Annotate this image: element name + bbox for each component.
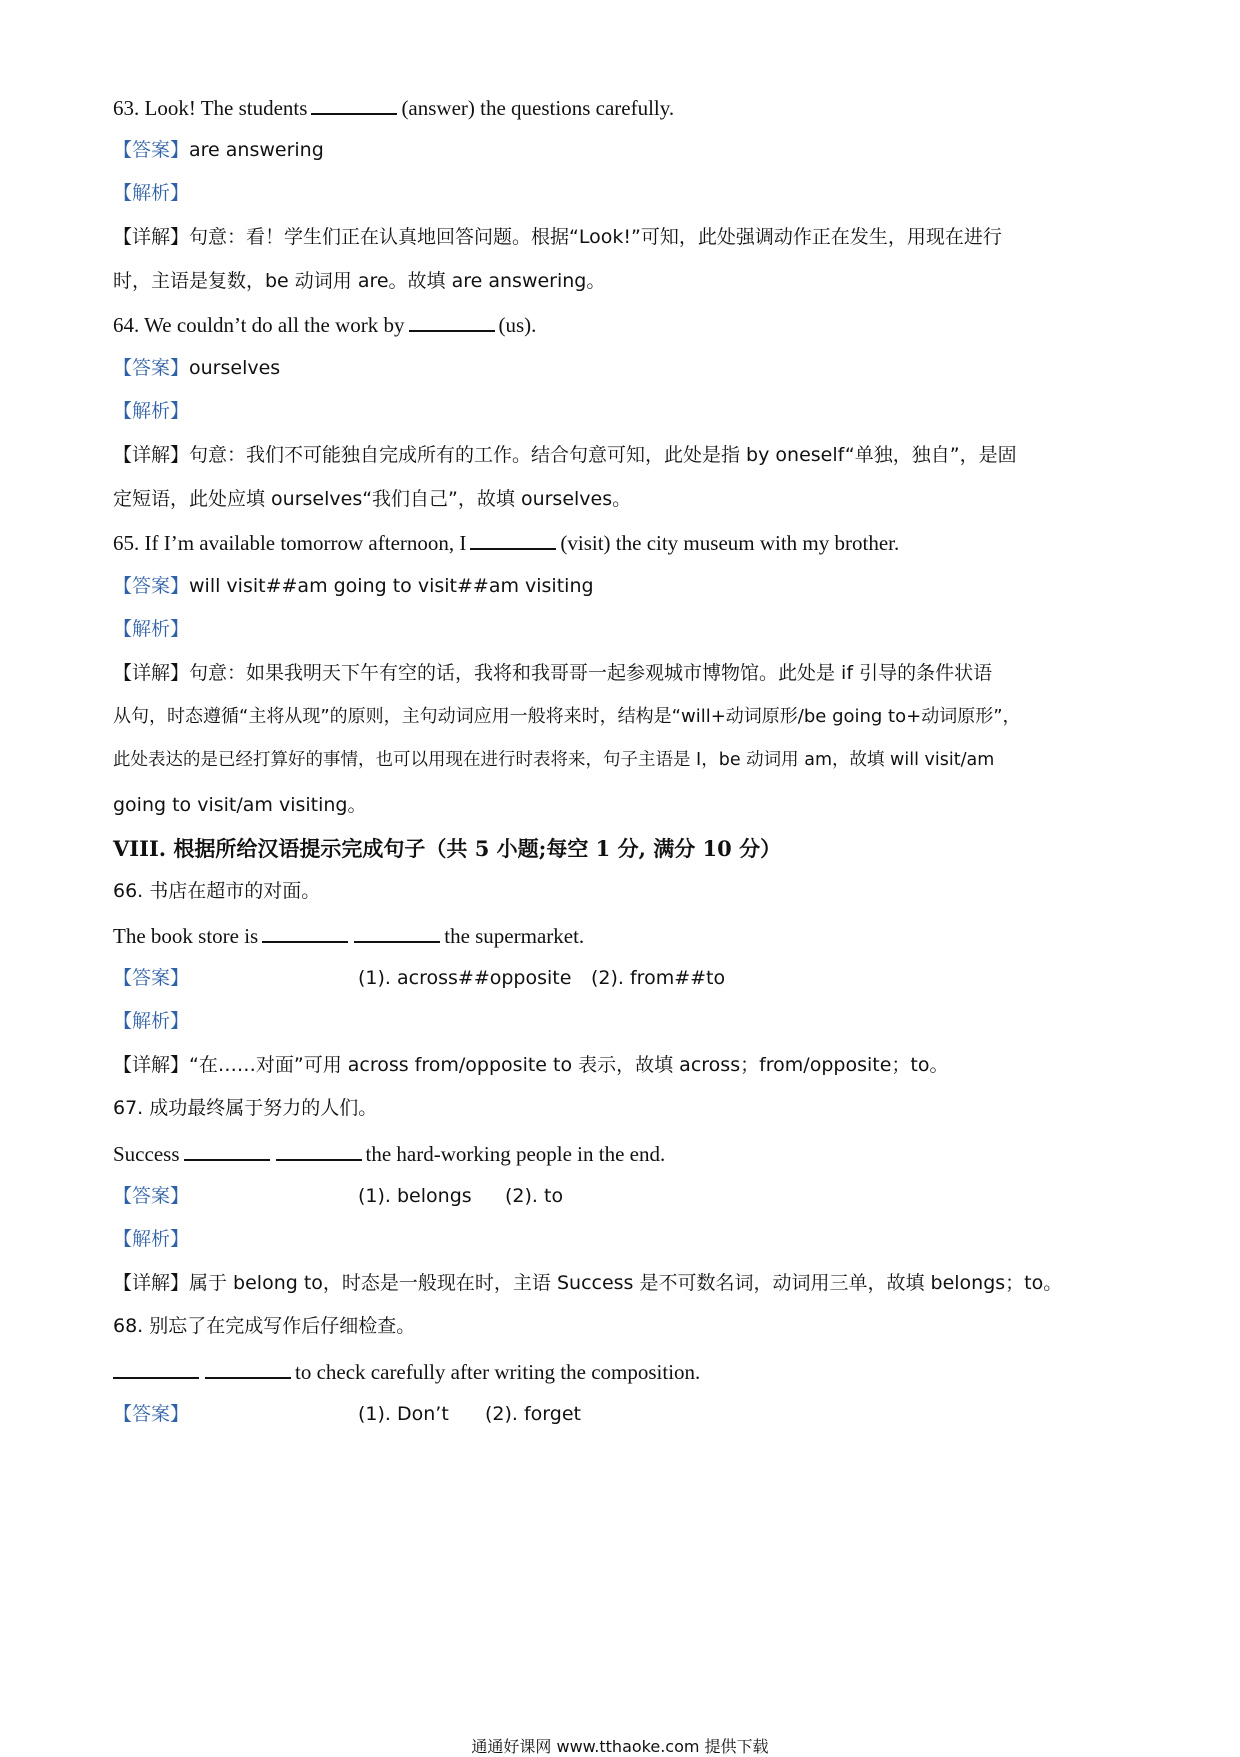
q66-stem-end: the supermarket.	[444, 924, 585, 948]
q68-stem-end: to check carefully after writing the composition.	[295, 1360, 701, 1384]
q65-answer: will visit##am going to visit##am visiting	[189, 575, 594, 597]
q64-answer: ourselves	[189, 357, 281, 379]
analysis-tag: 【解析】	[113, 400, 190, 422]
detail-tag: 【详解】	[113, 1054, 190, 1076]
q66-prompt: 66. 书店在超市的对面。	[113, 880, 321, 902]
q64-stem-start: 64. We couldn’t do all the work by	[113, 313, 405, 337]
analysis-tag: 【解析】	[113, 1228, 190, 1250]
answer-tag: 【答案】	[113, 967, 190, 989]
q63-detail-line-2: 时，主语是复数，be 动词用 are。故填 are answering。	[113, 270, 606, 292]
q63-stem-end: (answer) the questions carefully.	[401, 96, 675, 120]
q64-stem-end: (us).	[498, 313, 537, 337]
section-heading: VIII. 根据所给汉语提示完成句子（共 5 小题;每空 1 分, 满分 10 分）	[113, 836, 782, 861]
q65-answer-line	[113, 577, 1130, 596]
q65-detail-text-1: 句意：如果我明天下午有空的话，我将和我哥哥一起参观城市博物馆。此处是 if 引导的条件状语	[189, 662, 993, 684]
detail-tag: 【详解】	[113, 444, 190, 466]
analysis-tag: 【解析】	[113, 182, 190, 204]
q67-detail-text-1: 属于 belong to，时态是一般现在时，主语 Success 是不可数名词，动词用三单，故填 belongs；to。	[189, 1272, 1063, 1294]
answer-blank	[354, 925, 440, 943]
q66-answer-line	[113, 969, 1130, 988]
question-68	[113, 1361, 1130, 1383]
answer-tag: 【答案】	[113, 575, 190, 597]
q66-answer-2: (2). from##to	[591, 967, 726, 989]
q64-detail-line-2: 定短语，此处应填 ourselves“我们自己”，故填 ourselves。	[113, 488, 632, 510]
q67-prompt: 67. 成功最终属于努力的人们。	[113, 1097, 378, 1119]
q63-stem-start: 63. Look! The students	[113, 96, 308, 120]
answer-blank	[311, 97, 397, 115]
answer-blank	[262, 925, 348, 943]
question-65	[113, 532, 1130, 554]
q66-answer-1: (1). across##opposite	[358, 967, 572, 989]
q68-prompt: 68. 别忘了在完成写作后仔细检查。	[113, 1315, 416, 1337]
q66-detail-text-1: “在……对面”可用 across from/opposite to 表示，故填 across；from/opposite；to。	[189, 1054, 949, 1076]
q66-stem-start: The book store is	[113, 924, 259, 948]
answer-tag: 【答案】	[113, 1403, 190, 1425]
answer-tag: 【答案】	[113, 357, 190, 379]
analysis-tag: 【解析】	[113, 618, 190, 640]
analysis-tag: 【解析】	[113, 1010, 190, 1032]
q63-detail-line-1	[113, 228, 1130, 247]
answer-blank	[276, 1143, 362, 1161]
detail-tag: 【详解】	[113, 226, 190, 248]
q68-answer-1: (1). Don’t	[358, 1403, 449, 1425]
answer-tag: 【答案】	[113, 1185, 190, 1207]
q67-answer-line	[113, 1187, 1130, 1206]
q65-detail-line-2: 从句，时态遵循“主将从现”的原则，主句动词应用一般将来时，结构是“will+动词原形/be going to+动词原形”，	[113, 706, 1021, 727]
q67-answer-2: (2). to	[505, 1185, 564, 1207]
q64-answer-line	[113, 359, 1130, 378]
answer-blank	[470, 532, 556, 550]
q64-detail-line-1	[113, 446, 1130, 465]
page-footer: 通通好课网 www.tthaoke.com 提供下载	[471, 1737, 769, 1756]
question-67	[113, 1143, 1130, 1165]
question-64	[113, 314, 1130, 336]
question-63	[113, 97, 1130, 119]
q66-detail-line-1	[113, 1056, 1130, 1075]
detail-tag: 【详解】	[113, 662, 190, 684]
answer-tag: 【答案】	[113, 139, 190, 161]
q63-detail-text-1: 句意：看！学生们正在认真地回答问题。根据“Look!”可知，此处强调动作正在发生，用现在进行	[189, 226, 1002, 248]
q65-stem-start: 65. If I’m available tomorrow afternoon, I	[113, 531, 467, 555]
detail-tag: 【详解】	[113, 1272, 190, 1294]
q68-answer-2: (2). forget	[485, 1403, 581, 1425]
answer-blank	[205, 1361, 291, 1379]
q67-detail-line-1	[113, 1274, 1130, 1293]
answer-blank	[113, 1361, 199, 1379]
q63-answer-line	[113, 141, 1130, 160]
question-66	[113, 925, 1130, 947]
q65-detail-line-4: going to visit/am visiting。	[113, 794, 367, 816]
q65-stem-end: (visit) the city museum with my brother.	[560, 531, 900, 555]
q67-stem-start: Success	[113, 1142, 180, 1166]
q64-detail-text-1: 句意：我们不可能独自完成所有的工作。结合句意可知，此处是指 by oneself“单独，独自”，是固	[189, 444, 1017, 466]
q67-stem-end: the hard-working people in the end.	[365, 1142, 666, 1166]
answer-blank	[409, 314, 495, 332]
q63-answer: are answering	[189, 139, 324, 161]
q65-detail-line-3: 此处表达的是已经打算好的事情，也可以用现在进行时表将来，句子主语是 I，be 动词用 am，故填 will visit/am	[113, 750, 995, 770]
q68-answer-line	[113, 1405, 1130, 1424]
q65-detail-line-1	[113, 664, 1130, 683]
q67-answer-1: (1). belongs	[358, 1185, 472, 1207]
answer-blank	[184, 1143, 270, 1161]
